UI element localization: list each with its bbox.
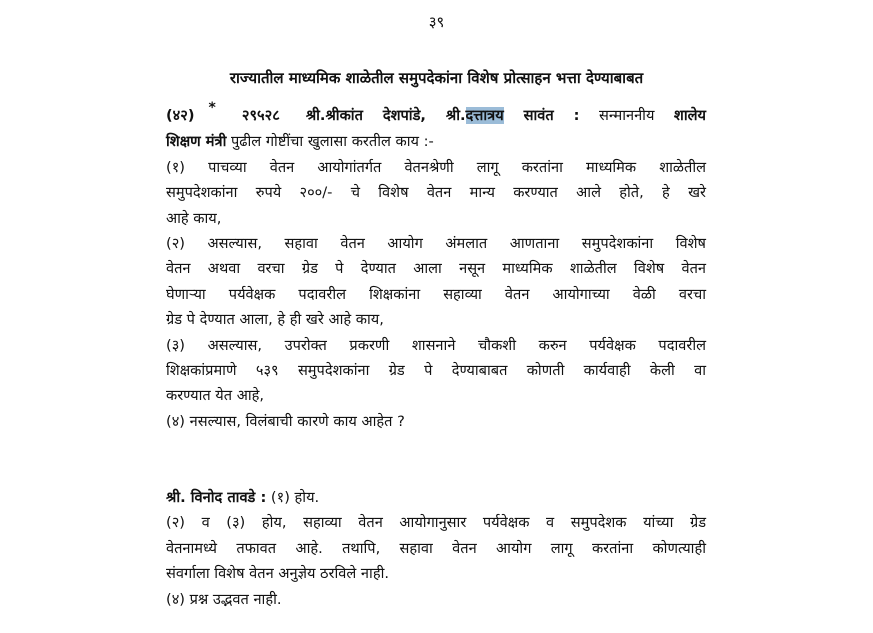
question-part-line: ग्रेड पे देण्यात आला, हे ही खरे आहे काय, xyxy=(166,311,384,329)
answer-part-line: (२) व (३) होय, सहाव्या वेतन आयोगानुसार पर्यवेक्षक व समुपदेशक यांच्या ग्रेड xyxy=(166,514,706,532)
question-part-line: (३) असल्यास, उपरोक्त प्रकरणी शासनाने चौकशी करुन पर्यवेक्षक पदावरील xyxy=(166,336,706,354)
answer-minister: श्री. विनोद तावडे : xyxy=(166,489,267,506)
answer-part-line: वेतनामध्ये तफावत आहे. तथापि, सहावा वेतन आयोग लागू करतांना कोणत्याही xyxy=(166,539,706,557)
minister-title: शिक्षण मंत्री xyxy=(166,133,227,151)
question-intro-line xyxy=(166,129,706,154)
question-part-line: (१) पाचव्या वेतन आयोगांतर्गत वेतनश्रेणी लागू करतांना माध्यमिक शाळेतील xyxy=(166,158,706,176)
answer-part-1: (१) होय. xyxy=(266,489,320,506)
question-part-line: करण्यात येत आहे, xyxy=(166,387,265,405)
question-members: श्री.श्रीकांत देशपांडे, श्री.दत्तात्रय सावंत : xyxy=(305,107,580,124)
question-part-line: आहे काय, xyxy=(166,209,222,227)
answer-part-line: (४) प्रश्न उद्भवत नाही. xyxy=(166,590,282,608)
question-part-line: शिक्षकांप्रमाणे ५३९ समुपदेशकांना ग्रेड पे देण्याबाबत कोणती कार्यवाही केली वा xyxy=(166,362,706,380)
question-part-line: घेणाऱ्या पर्यवेक्षक पदावरील शिक्षकांना सहाव्या वेतन आयोगाच्या वेळी वरचा xyxy=(166,285,706,303)
selected-text-highlight[interactable]: दत्तात्रय xyxy=(465,107,504,124)
question-parts xyxy=(166,155,706,434)
addressee-prefix: सन्माननीय xyxy=(579,107,674,124)
question-title: राज्यातील माध्यमिक शाळेतील समुपदेकांना विशेष प्रोत्साहन भत्ता देण्याबाबत xyxy=(229,69,644,87)
starred-marker: * xyxy=(208,100,216,116)
answer-block xyxy=(166,485,706,612)
page-number: ३९ xyxy=(428,13,445,31)
question-intro: पुढील गोष्टींचा खुलासा करतील काय :- xyxy=(226,133,434,151)
question-part-line: (२) असल्यास, सहावा वेतन आयोग अंमलात आणताना समुपदेशकांना विशेष xyxy=(166,235,706,253)
question-block xyxy=(166,100,706,434)
question-number: (४२) xyxy=(166,107,195,124)
answer-first-line xyxy=(166,485,706,510)
addressee-bold: शालेय xyxy=(673,107,706,124)
answer-parts xyxy=(166,510,706,612)
question-part-line: (४) नसल्यास, विलंबाची कारणे काय आहेत ? xyxy=(166,412,405,430)
question-header-line xyxy=(166,100,706,129)
question-id: २९५२८ xyxy=(241,107,280,124)
answer-part-line: संवर्गाला विशेष वेतन अनुज्ञेय ठरविले नाही. xyxy=(166,565,389,583)
question-part-line: वेतन अथवा वरचा ग्रेड पे देण्यात आला नसून माध्यमिक शाळेतील विशेष वेतन xyxy=(166,260,706,278)
question-part-line: समुपदेशकांना रुपये २००/- चे विशेष वेतन मान्य करण्यात आले होते, हे खरे xyxy=(166,184,706,202)
